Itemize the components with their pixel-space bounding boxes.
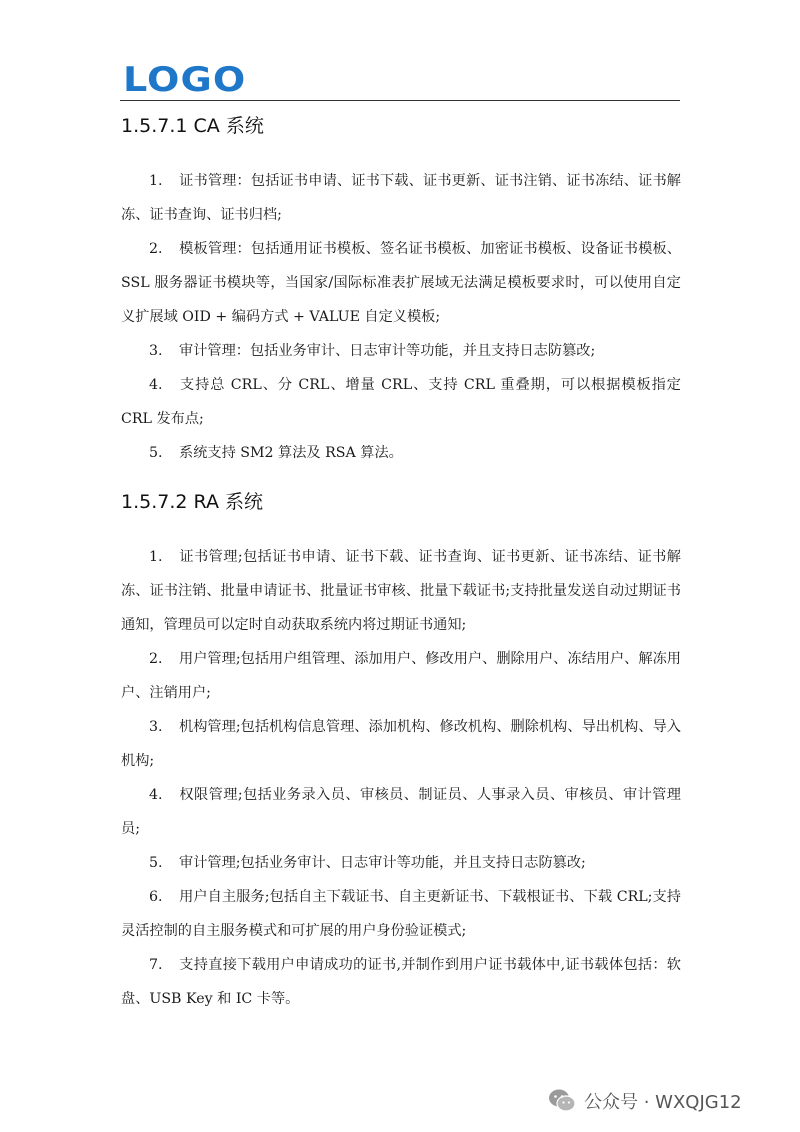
document-body	[121, 108, 681, 1016]
section-title-ca: 1.5.7.1 CA 系统	[121, 115, 264, 137]
ca-feature-list	[121, 164, 681, 470]
list-item: 3. 机构管理;包括机构信息管理、添加机构、修改机构、删除机构、导出机构、导入机构;	[121, 719, 681, 769]
list-item: 4. 权限管理;包括业务录入员、审核员、制证员、人事录入员、审核员、审计管理员;	[121, 787, 681, 837]
list-item: 4. 支持总 CRL、分 CRL、增量 CRL、支持 CRL 重叠期，可以根据模板指定 CRL 发布点;	[121, 377, 681, 427]
list-item: 1. 证书管理：包括证书申请、证书下载、证书更新、证书注销、证书冻结、证书解冻、证书查询、证书归档;	[121, 173, 681, 223]
list-item: 5. 系统支持 SM2 算法及 RSA 算法。	[149, 445, 403, 461]
watermark	[548, 1088, 742, 1114]
list-item: 7. 支持直接下载用户申请成功的证书,并制作到用户证书载体中,证书载体包括：软盘、USB Key 和 IC 卡等。	[121, 957, 681, 1007]
list-item: 5. 审计管理;包括业务审计、日志审计等功能，并且支持日志防篡改;	[149, 855, 586, 871]
section-title-ra: 1.5.7.2 RA 系统	[121, 491, 263, 513]
header-divider	[120, 100, 680, 101]
list-item: 2. 模板管理：包括通用证书模板、签名证书模板、加密证书模板、设备证书模板、SSL 服务器证书模块等，当国家/国际标准表扩展域无法满足模板要求时，可以使用自定义扩展域 OID + 编码方式 + VALUE 自定义模板;	[121, 241, 681, 325]
logo: LOGO	[123, 60, 247, 100]
watermark-text: 公众号 · WXQJG12	[584, 1092, 742, 1113]
list-item: 6. 用户自主服务;包括自主下载证书、自主更新证书、下载根证书、下载 CRL;支持灵活控制的自主服务模式和可扩展的用户身份验证模式;	[121, 889, 681, 939]
list-item: 2. 用户管理;包括用户组管理、添加用户、修改用户、删除用户、冻结用户、解冻用户、注销用户;	[121, 651, 681, 701]
wechat-icon	[548, 1088, 576, 1114]
ra-feature-list	[121, 540, 681, 1016]
list-item: 1. 证书管理;包括证书申请、证书下载、证书查询、证书更新、证书冻结、证书解冻、证书注销、批量申请证书、批量证书审核、批量下载证书;支持批量发送自动过期证书通知，管理员可以定时自动获取系统内将过期证书通知;	[121, 549, 681, 633]
list-item: 3. 审计管理：包括业务审计、日志审计等功能，并且支持日志防篡改;	[149, 343, 596, 359]
